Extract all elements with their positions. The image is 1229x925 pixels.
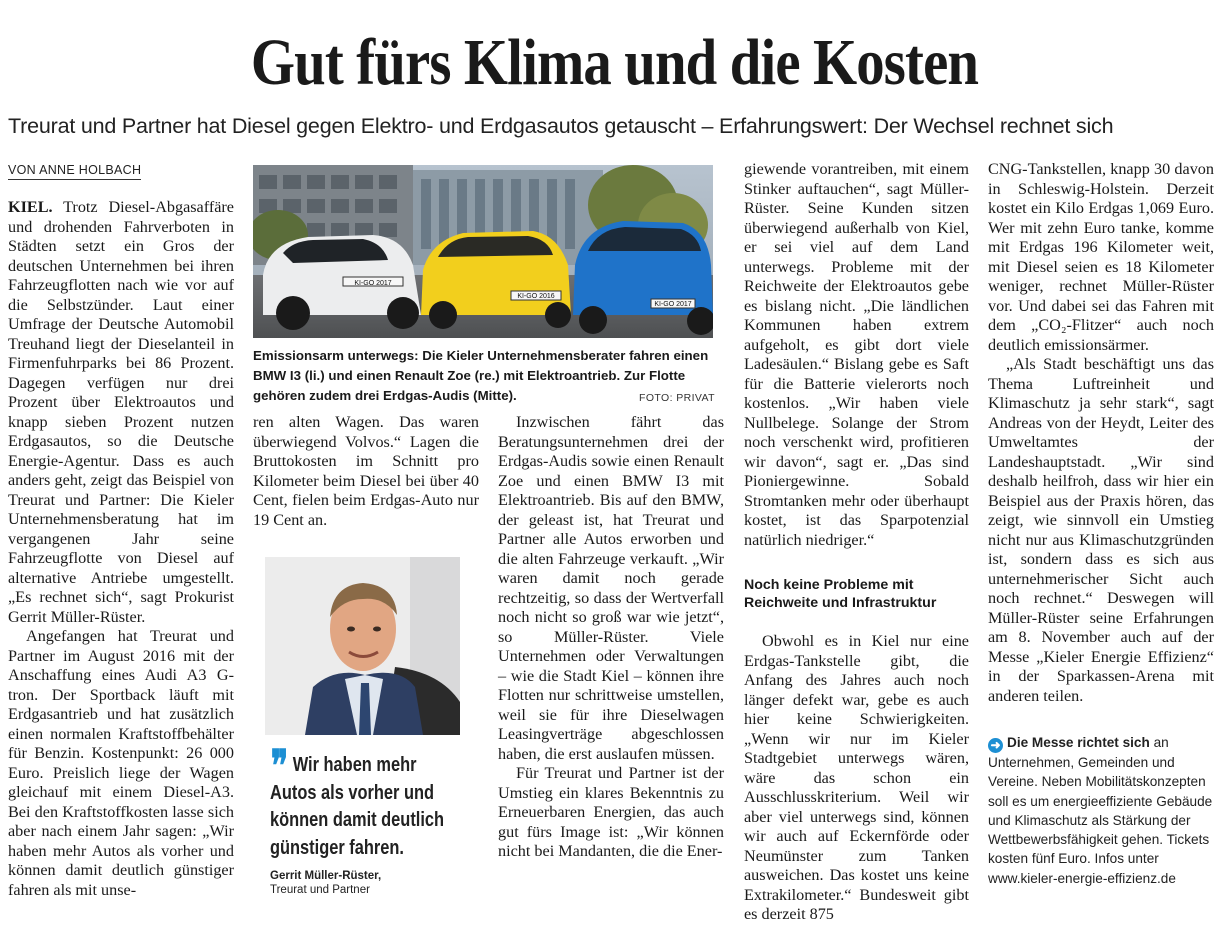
quote-author: Gerrit Müller-Rüster, Treurat und Partner <box>270 870 382 896</box>
dateline: KIEL. <box>8 198 53 216</box>
plate-middle: KI-GO 2016 <box>517 293 555 300</box>
paragraph: ren alten Wagen. Das waren überwiegend Volvos.“ Lagen die Bruttokosten im Schnitt pro Kilometer beim Diesel bei über 40 Cent, fielen beim Erdgas-Auto nur 19 Cent an. <box>253 413 479 529</box>
paragraph: Für Treurat und Partner ist der Umstieg ein klares Bekenntnis zu Erneuerbaren Energien, das auch gut fürs Image ist: „Wir können nicht bei Mandanten, die die Ener- <box>498 764 724 860</box>
paragraph: Angefangen hat Treurat und Partner im August 2016 mit der Anschaffung eines Audi A3 G-tron. Der Sportback läuft mit Erdgasantrieb und hat zusätzlich einen normalen Kraftstoffbehälter für Benzin. Kostenpunkt: 26 000 Euro. Preislich liege der Wagen gleichauf mit einem Diesel-A3. Bei den Kraftstoffkosten lasse sich aber nach einem Jahr sagen: „Wir haben mehr Autos als vorher und können damit deutlich günstiger fahren als mit unse- <box>8 627 234 899</box>
byline: VON ANNE HOLBACH <box>8 163 141 180</box>
photo-caption: Emissionsarm unterwegs: Die Kieler Unternehmensberater fahren einen BMW I3 (li.) und einen Renault Zoe (re.) mit Elektroantrieb. Zur Flotte gehören zudem drei Erdgas-Audis (Mitte). FOTO: PRIVAT <box>253 346 715 408</box>
quote-marks-icon: ❞ <box>270 742 284 791</box>
cars-photo <box>253 165 713 338</box>
paragraph: giewende vorantreiben, mit einem Stinker auftauchen“, sagt Müller-Rüster. Seine Kunden sitzen überwiegend außerhalb von Kiel, er sei viel auf dem Land unterwegs. Probleme mit der Reichweite der Elektroautos gebe es bislang nicht. „Die ländlichen Kommunen haben extrem aufgeholt, es gibt dort viele Ladesäulen.“ Bislang gebe es Saft für die Batterie vielerorts noch kostenlos. „Wir haben viele Nullbelege. Solange der Strom noch verschenkt wird, profitieren wir davon“, sagt er. „Das sind Pioniergewinne. Sobald Stromtanken mehr oder überhaupt kostet, ist das Sparpotenzial natürlich niedriger.“ <box>744 160 969 549</box>
article-column-1 <box>8 198 234 900</box>
subheadline: Treurat und Partner hat Diesel gegen Elektro- und Erdgasautos getauscht – Erfahrungswert: Der Wechsel rechnet sich <box>8 114 1114 138</box>
photo-credit: FOTO: PRIVAT <box>639 392 715 404</box>
article-column-2 <box>253 413 479 530</box>
paragraph: „Als Stadt beschäftigt uns das Thema Luftreinheit und Klimaschutz ja sehr stark“, sagt Andreas von der Heydt, Leiter des Umweltamtes der Landeshauptstadt. „Wir sind deshalb heilfroh, dass wir hier ein Beispiel aus der Praxis hören, das zeigt, wie sinnvoll ein Umstieg nicht nur aus Klimaschutzgründen ist, sondern dass es sich aus unternehmerischer Sicht auch noch rechnet.“ Deswegen will Müller-Rüster seine Erfahrungen am 8. November auch auf der Messe „Kieler Energie Effizienz“ in der Sparkassen-Arena mit anderen teilen. <box>988 355 1214 705</box>
arrow-right-icon: ➜ <box>988 738 1003 753</box>
paragraph: CNG-Tankstellen, knapp 30 davon in Schleswig-Holstein. Derzeit kostet ein Kilo Erdgas 1,069 Euro. Wer mit zehn Euro tanke, komme mit Erdgas 196 Kilometer weit, mit Diesel seien es 18 Kilometer weniger, rechnet Müller-Rüster vor. Und dabei sei das Fahren mit dem „CO₂-Flitzer“ auch noch deutlich emissionsärmer. <box>988 160 1214 354</box>
quote-text: ❞ Wir haben mehr Autos als vorher und können damit deutlich günstiger fahren. <box>270 742 445 859</box>
article-column-3 <box>498 413 724 862</box>
info-lead: Die Messe richtet sich <box>1007 735 1150 750</box>
article-column-5 <box>988 160 1214 706</box>
event-info-box: ➜ Die Messe richtet sich an Unternehmen, Gemeinden und Vereine. Neben Mobilitätskonzepten soll es um energieeffiziente Gebäude und Klimaschutz als Stärkung der Wettbewerbsfähigkeit gehen. Tickets kosten fünf Euro. Infos unter www.kieler-energie-effizienz.de <box>988 735 1213 886</box>
paragraph: Obwohl es in Kiel nur eine Erdgas-Tankstelle gibt, die Anfang des Jahres auch noch länger defekt war, gebe es auch hier keine Schwierigkeiten. „Wenn wir nur im Kieler Stadtgebiet unterwegs wären, wäre das schon ein Ausschlusskriterium. Weil wir aber viel unterwegs sind, können wir auch auf Eckernförde oder Neumünster zum Tanken ausweichen. Das kostet uns keine Extrakilometer.“ Bundesweit gibt es derzeit 875 <box>744 632 969 923</box>
plate-left: KI-GO 2017 <box>354 280 392 287</box>
paragraph: KIEL. Trotz Diesel-Abgasaffäre und drohenden Fahrverboten in Städten setzt ein Gros der deutschen Unternehmen bei ihren Fahrzeugflotten nach wie vor auf die Selbstzünder. Laut einer Umfrage der Deutsche Automobil Treuhand liegt der Dieselanteil in Firmenfuhrparks bei 86 Prozent. Dagegen verfügen nur drei Prozent über Elektroautos und knapp sieben Prozent nutzen Erdgasautos, so die Deutsche Energie-Agentur. Dass es auch anders geht, zeigt das Beispiel von Treurat und Partner: Die Kieler Unternehmensberatung hat im vergangenen Jahr seine Fahrzeugflotte von Diesel auf alternative Antriebe umgestellt. „Es rechnet sich“, sagt Prokurist Gerrit Müller-Rüster. <box>8 198 234 626</box>
section-subheading: Noch keine Probleme mit Reichweite und Infrastruktur <box>744 577 937 611</box>
plate-right: KI-GO 2017 <box>654 301 692 308</box>
headline: Gut fürs Klima und die Kosten <box>250 26 979 99</box>
portrait-photo <box>265 557 460 735</box>
info-url[interactable]: www.kieler-energie-effizienz.de <box>988 870 1176 886</box>
article-column-4 <box>744 160 969 925</box>
paragraph: Inzwischen fährt das Beratungsunternehmen drei der Erdgas-Audis sowie einen Renault Zoe und einen BMW I3 mit Elektroantrieb. Bis auf den BMW, der geleast ist, hat Treurat und Partner alle Autos erworben und die alten Fahrzeuge verkauft. „Wir waren damit noch gerade rechtzeitig, so dass der Wertverfall noch nicht so groß war wie jetzt“, so Müller-Rüster. Viele Unternehmen oder Verwaltungen – wie die Stadt Kiel – können ihre Flotten nur schrittweise umstellen, weil sie für ihre Dieselwagen Leasingverträge abgeschlossen haben, die erst auslaufen müssen. <box>498 413 724 763</box>
pull-quote <box>270 742 480 897</box>
